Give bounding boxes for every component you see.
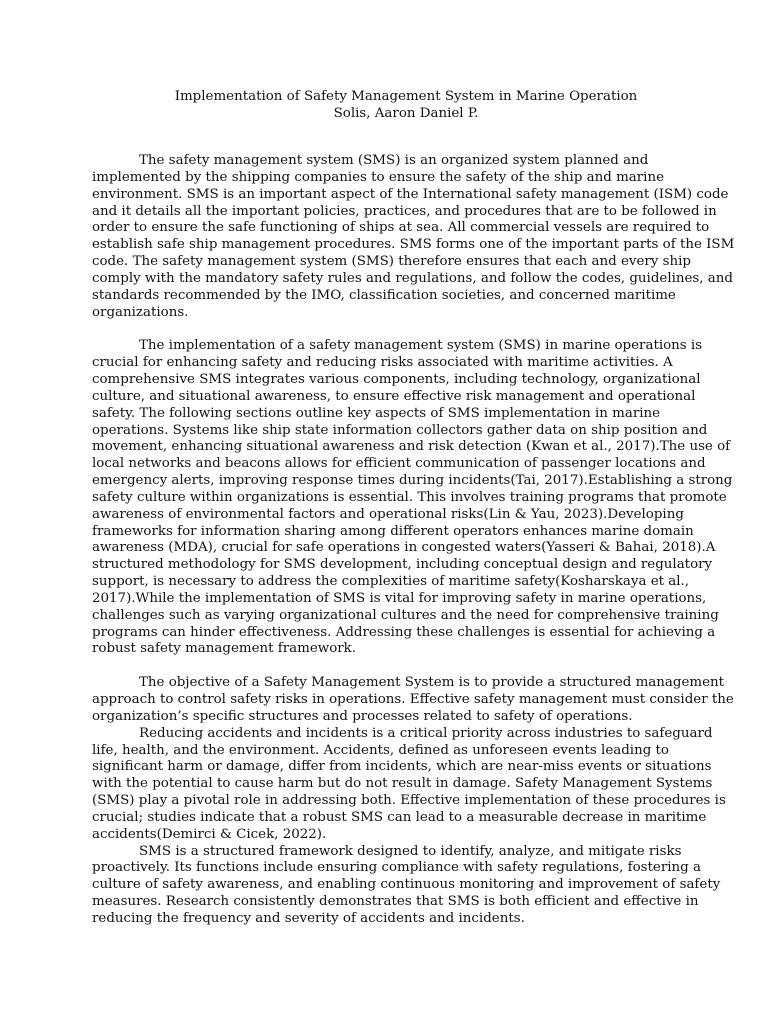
paragraph-line: The implementation of a safety management system (SMS) in marine operations is bbox=[139, 338, 703, 354]
paragraph-line: The safety management system (SMS) is an organized system planned and bbox=[139, 153, 649, 168]
paragraph-5 bbox=[92, 843, 721, 928]
paragraph-line: organization’s specific structures and processes related to safety of operations. bbox=[92, 708, 633, 724]
paragraph-line: awareness of environmental factors and operational risks(Lin & Yau, 2023).Developing bbox=[92, 506, 684, 522]
paragraph-line: life, health, and the environment. Accidents, defined as unforeseen events leading to bbox=[92, 742, 669, 758]
paragraph-line: structured methodology for SMS development, including conceptual design and regulatory bbox=[92, 557, 713, 573]
paragraph-line: safety. The following sections outline key aspects of SMS implementation in marine bbox=[92, 405, 661, 421]
paragraph-line: crucial; studies indicate that a robust SMS can lead to a measurable decrease in maritime bbox=[92, 809, 707, 825]
paragraph-line: organizations. bbox=[92, 304, 189, 320]
paragraph-1 bbox=[92, 153, 735, 321]
paragraph-4 bbox=[92, 725, 726, 844]
paragraph-line: (SMS) play a pivotal role in addressing both. Effective implementation of these procedures is bbox=[92, 793, 726, 809]
paragraph-line: with the potential to cause harm but do not result in damage. Safety Management Systems bbox=[92, 776, 713, 792]
paragraph-line: implemented by the shipping companies to ensure the safety of the ship and marine bbox=[92, 169, 665, 185]
paragraph-line: comply with the mandatory safety rules and regulations, and follow the codes, guidelines, and bbox=[92, 270, 733, 286]
document-author: Solis, Aaron Daniel P. bbox=[333, 106, 479, 121]
paragraph-line: support, is necessary to address the complexities of maritime safety(Kosharskaya et al., bbox=[92, 574, 690, 590]
paragraph-line: programs can hinder effectiveness. Addressing these challenges is essential for achieving a bbox=[92, 624, 716, 640]
paragraph-line: safety culture within organizations is essential. This involves training programs that promote bbox=[92, 489, 727, 505]
document-header bbox=[92, 88, 720, 122]
paragraph-line: movement, enhancing situational awareness and risk detection (Kwan et al., 2017).The use of bbox=[92, 439, 731, 455]
paragraph-line: standards recommended by the IMO, classification societies, and concerned maritime bbox=[92, 287, 676, 303]
paragraph-line: frameworks for information sharing among different operators enhances marine domain bbox=[92, 523, 694, 539]
paragraph-line: The objective of a Safety Management System is to provide a structured management bbox=[139, 675, 724, 691]
paragraph-line: local networks and beacons allows for efficient communication of passenger locations and bbox=[92, 456, 706, 472]
paragraph-line: reducing the frequency and severity of accidents and incidents. bbox=[92, 910, 525, 926]
document-title: Implementation of Safety Management System in Marine Operation bbox=[174, 89, 638, 104]
paragraph-line: SMS is a structured framework designed to identify, analyze, and mitigate risks bbox=[139, 843, 682, 859]
paragraph-line: approach to control safety risks in operations. Effective safety management must consider the bbox=[92, 692, 734, 707]
paragraph-line: Reducing accidents and incidents is a critical priority across industries to safeguard bbox=[139, 725, 713, 741]
paragraph-line: culture of safety awareness, and enabling continuous monitoring and improvement of safety bbox=[92, 877, 721, 893]
paragraph-line: emergency alerts, improving response times during incidents(Tai, 2017).Establishing a strong bbox=[92, 473, 733, 489]
paragraph-line: 2017).While the implementation of SMS is vital for improving safety in marine operations, bbox=[92, 590, 707, 606]
paragraph-line: culture, and situational awareness, to ensure effective risk management and operational bbox=[92, 388, 696, 404]
paragraph-line: order to ensure the safe functioning of ships at sea. All commercial vessels are required to bbox=[92, 220, 710, 236]
paragraph-line: measures. Research consistently demonstrates that SMS is both efficient and effective in bbox=[92, 894, 699, 910]
paragraph-line: challenges such as varying organizational cultures and the need for comprehensive training bbox=[92, 607, 719, 623]
paragraph-line: proactively. Its functions include ensuring compliance with safety regulations, fostering a bbox=[92, 860, 701, 876]
paragraph-spacer bbox=[92, 321, 688, 338]
paragraph-line: awareness (MDA), crucial for safe operations in congested waters(Yasseri & Bahai, 2018).A bbox=[92, 540, 716, 556]
paragraph-line: code. The safety management system (SMS) therefore ensures that each and every ship bbox=[92, 254, 691, 270]
paragraph-line: crucial for enhancing safety and reducing risks associated with maritime activities. A bbox=[92, 355, 673, 371]
paragraph-line: significant harm or damage, differ from incidents, which are near-miss events or situations bbox=[92, 759, 712, 775]
paragraph-spacer bbox=[92, 658, 688, 675]
paragraph-line: operations. Systems like ship state information collectors gather data on ship position and bbox=[92, 422, 708, 438]
paragraph-3 bbox=[92, 675, 734, 726]
paragraph-line: accidents(Demirci & Cicek, 2022). bbox=[92, 826, 327, 842]
document-body bbox=[92, 153, 735, 928]
paragraph-line: comprehensive SMS integrates various components, including technology, organizational bbox=[92, 371, 701, 387]
paragraph-line: establish safe ship management procedures. SMS forms one of the important parts of the ISM bbox=[92, 237, 735, 253]
paragraph-line: and it details all the important policies, practices, and procedures that are to be followed in bbox=[92, 203, 717, 219]
paragraph-line: environment. SMS is an important aspect of the International safety management (ISM) code bbox=[92, 186, 729, 202]
paragraph-2 bbox=[92, 338, 733, 658]
paragraph-line: robust safety management framework. bbox=[92, 641, 357, 657]
